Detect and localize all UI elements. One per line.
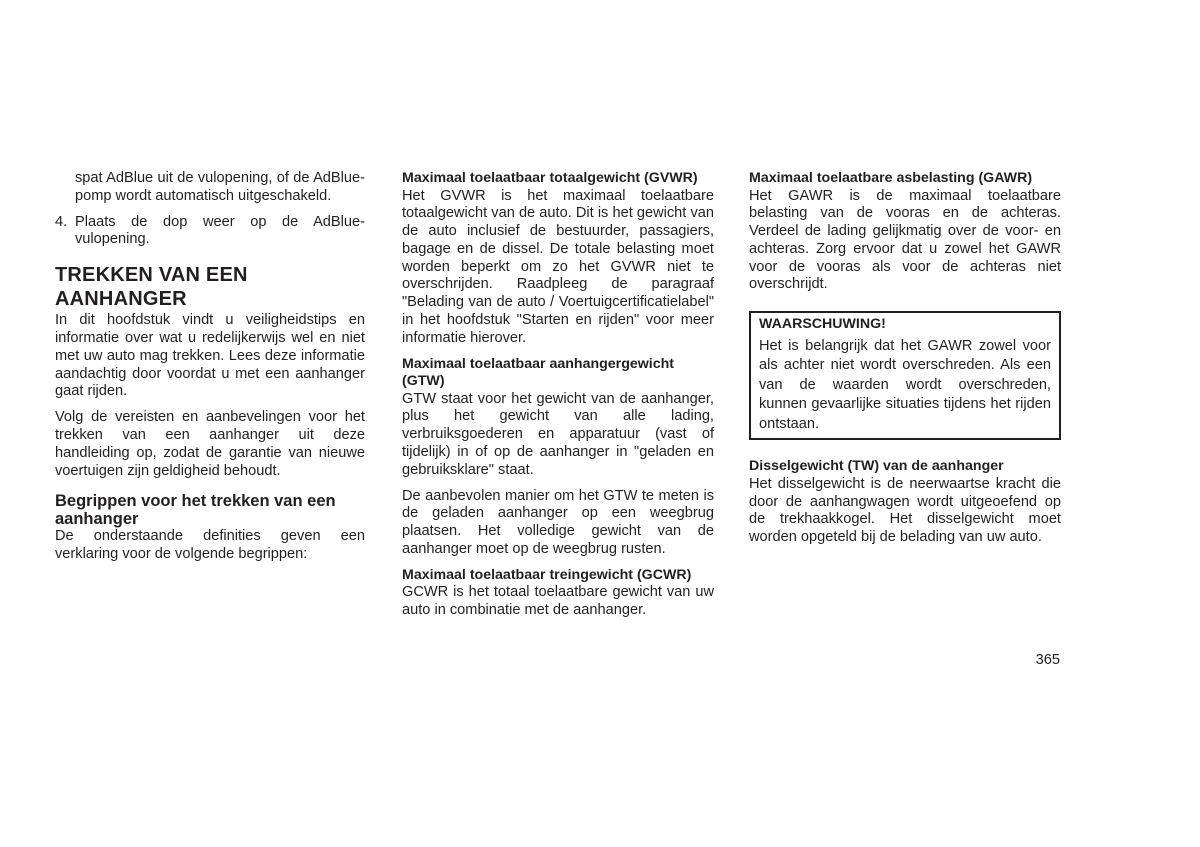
page-number: 365 [1035, 652, 1060, 668]
definitions-intro: De onderstaande definities geven een verklaring voor de volgende begrippen: [55, 528, 365, 563]
warning-box [749, 311, 1061, 440]
gawr-text: Het GAWR is de maximaal toelaatbare belasting van de vooras en de achteras. Verdeel de lading gelijkmatig over de voor- en achteras. Zorg ervoor dat u zowel het GAWR voor de vooras als voor de achteras niet overschrijdt. [749, 187, 1061, 293]
step-number: 4. [55, 213, 68, 230]
step-text: Plaats de dop weer op de AdBlue-vulopening. [75, 213, 365, 248]
tw-title: Disselgewicht (TW) van de aanhanger [749, 458, 1004, 475]
warning-text: Het is belangrijk dat het GAWR zowel voor als achter niet wordt overschreden. Als een van de waarden wordt overschreden, kunnen gevaarlijke situaties tijdens het rijden ontstaan. [759, 337, 1051, 432]
gtw-title: Maximaal toelaatbaar aanhangergewicht (GTW) [402, 355, 675, 390]
gvwr-text: Het GVWR is het maximaal toelaatbare totaalgewicht van de auto. Dit is het gewicht van de auto inclusief de bestuurder, passagiers, bagage en de dissel. De totale belasting moet worden beperkt om zo het GVWR niet te overschrijden. Raadpleeg de paragraaf "Belading van de auto / Voertuigcertificatielabel" in het hoofdstuk "Starten en rijden" voor meer informatie hierover. [402, 187, 714, 346]
gvwr-title: Maximaal toelaatbaar totaalgewicht (GVWR) [402, 170, 698, 186]
subsection-heading: Begrippen voor het trekken van een aanhanger [55, 492, 336, 529]
section-heading: TREKKEN VAN EEN AANHANGER [55, 264, 248, 311]
tw-text: Het disselgewicht is de neerwaartse kracht die door de aanhangwagen wordt uitgeoefend op de trekhaakkogel. Het disselgewicht moet worden opgeteld bij de belading van uw auto. [749, 475, 1061, 546]
gtw-text-2: De aanbevolen manier om het GTW te meten is de geladen aanhanger op een weegbrug plaatsen. Het volledige gewicht van de aanhanger moet op de weegbrug rusten. [402, 487, 714, 558]
numbered-step-4 [55, 214, 365, 250]
gcwr-text: GCWR is het totaal toelaatbare gewicht van uw auto in combinatie met de aanhanger. [402, 584, 714, 619]
gtw-text-1: GTW staat voor het gewicht van de aanhanger, plus het gewicht van alle lading, verbruiksgoederen en apparatuur (vast of tijdelijk) in of op de aanhanger in "geladen en gebruiksklare" staat. [402, 390, 714, 478]
intro-paragraph: In dit hoofdstuk vindt u veiligheidstips en informatie over wat u redelijkerwijs wel en niet met uw auto mag trekken. Lees deze informatie aandachtig door voordat u met een aanhanger gaat rijden. [55, 312, 365, 400]
left-column [55, 170, 365, 564]
warning-title: WAARSCHUWING! [759, 316, 886, 333]
continued-paragraph: spat AdBlue uit de vulopening, of de AdBlue-pomp wordt automatisch uitgeschakeld. [75, 170, 365, 204]
gawr-title: Maximaal toelaatbare asbelasting (GAWR) [749, 170, 1033, 186]
middle-column [402, 170, 714, 620]
requirements-paragraph: Volg de vereisten en aanbevelingen voor het trekken van een aanhanger uit deze handleiding op, zodat de garantie van nieuwe voertuigen zijn geldigheid behoudt. [55, 409, 365, 479]
right-column [749, 170, 1061, 547]
gcwr-title: Maximaal toelaatbaar treingewicht (GCWR) [402, 566, 692, 583]
